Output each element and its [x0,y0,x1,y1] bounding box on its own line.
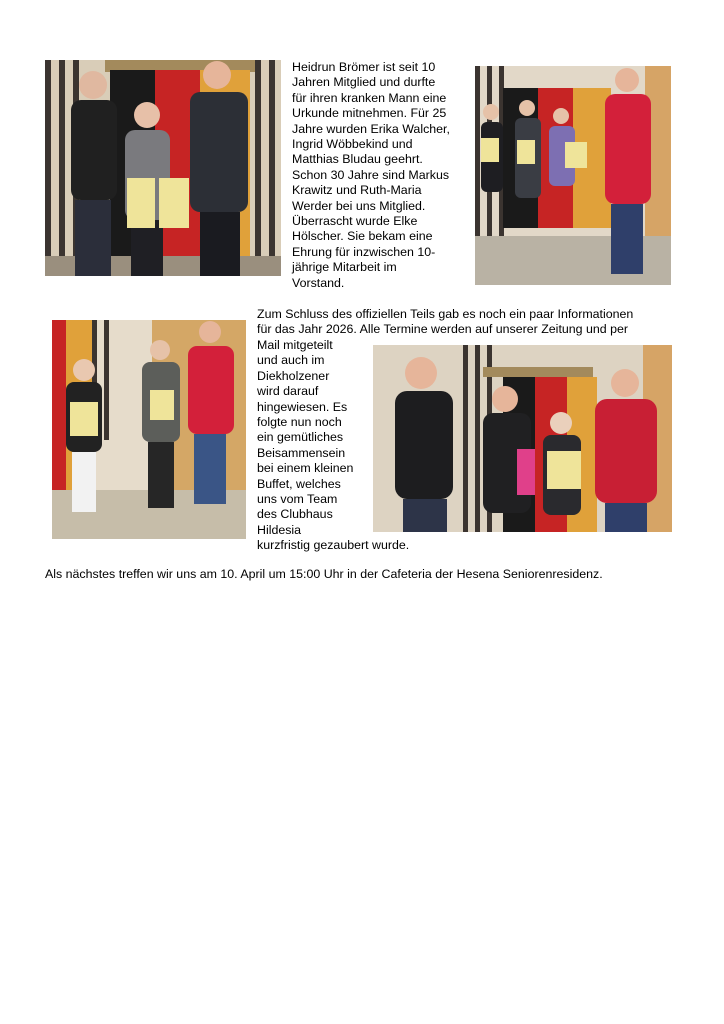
text-line: Krawitz und Ruth-Maria [292,183,422,198]
text-line: Heidrun Brömer ist seit 10 [292,60,436,74]
paragraph-honorees [292,60,450,291]
text-line: Beisammensein [257,445,346,460]
text-line: Diekholzener [257,368,330,383]
text-line: kurzfristig gezaubert wurde. [257,538,410,553]
text-line: Zum Schluss des offiziellen Teils gab es noch ein paar Informationen [257,307,634,321]
text-line: Urkunde mitnehmen. Für 25 [292,106,447,121]
text-line: Werder bei uns Mitglied. [292,198,426,213]
text-line: für ihren kranken Mann eine [292,90,447,105]
text-line: Jahren Mitglied und durfte [292,75,436,90]
text-line: Mail mitgeteilt [257,338,333,352]
text-line: hingewiesen. Es [257,399,348,414]
text-line: Ehrung für inzwischen 10- [292,244,436,259]
text-line: Schon 30 Jahre sind Markus [292,167,450,182]
text-line: jährige Mitarbeit im [292,260,397,275]
photo-award-ceremony-3 [52,320,246,539]
photo-award-ceremony-2 [475,66,671,285]
closing-announcement: Als nächstes treffen wir uns am 10. April um 15:00 Uhr in der Cafeteria der Hesena Seniorenresidenz. [45,567,603,581]
text-line: Matthias Bludau geehrt. [292,152,423,167]
photo-award-ceremony-1 [45,60,281,276]
text-line: des Clubhaus [257,507,333,522]
text-line: für das Jahr 2026. Alle Termine werden auf unserer Zeitung und per [257,322,629,337]
text-line: und auch im [257,353,325,368]
text-line: Hölscher. Sie bekam eine [292,229,433,244]
text-line: Hildesia [257,522,302,537]
text-line: ein gemütliches [257,430,344,445]
text-line: Überrascht wurde Elke [292,214,418,229]
text-line: Ingrid Wöbbekind und [292,137,413,152]
text-line: uns vom Team [257,492,338,507]
text-line: bei einem kleinen [257,461,354,476]
paragraph-information-intro [257,307,633,338]
text-line: wird darauf [257,384,319,399]
text-line: Vorstand. [292,275,345,290]
photo-award-ceremony-4 [373,345,672,532]
text-line: folgte nun noch [257,415,342,430]
text-line: Jahre wurden Erika Walcher, [292,121,450,136]
text-line: Buffet, welches [257,476,341,491]
